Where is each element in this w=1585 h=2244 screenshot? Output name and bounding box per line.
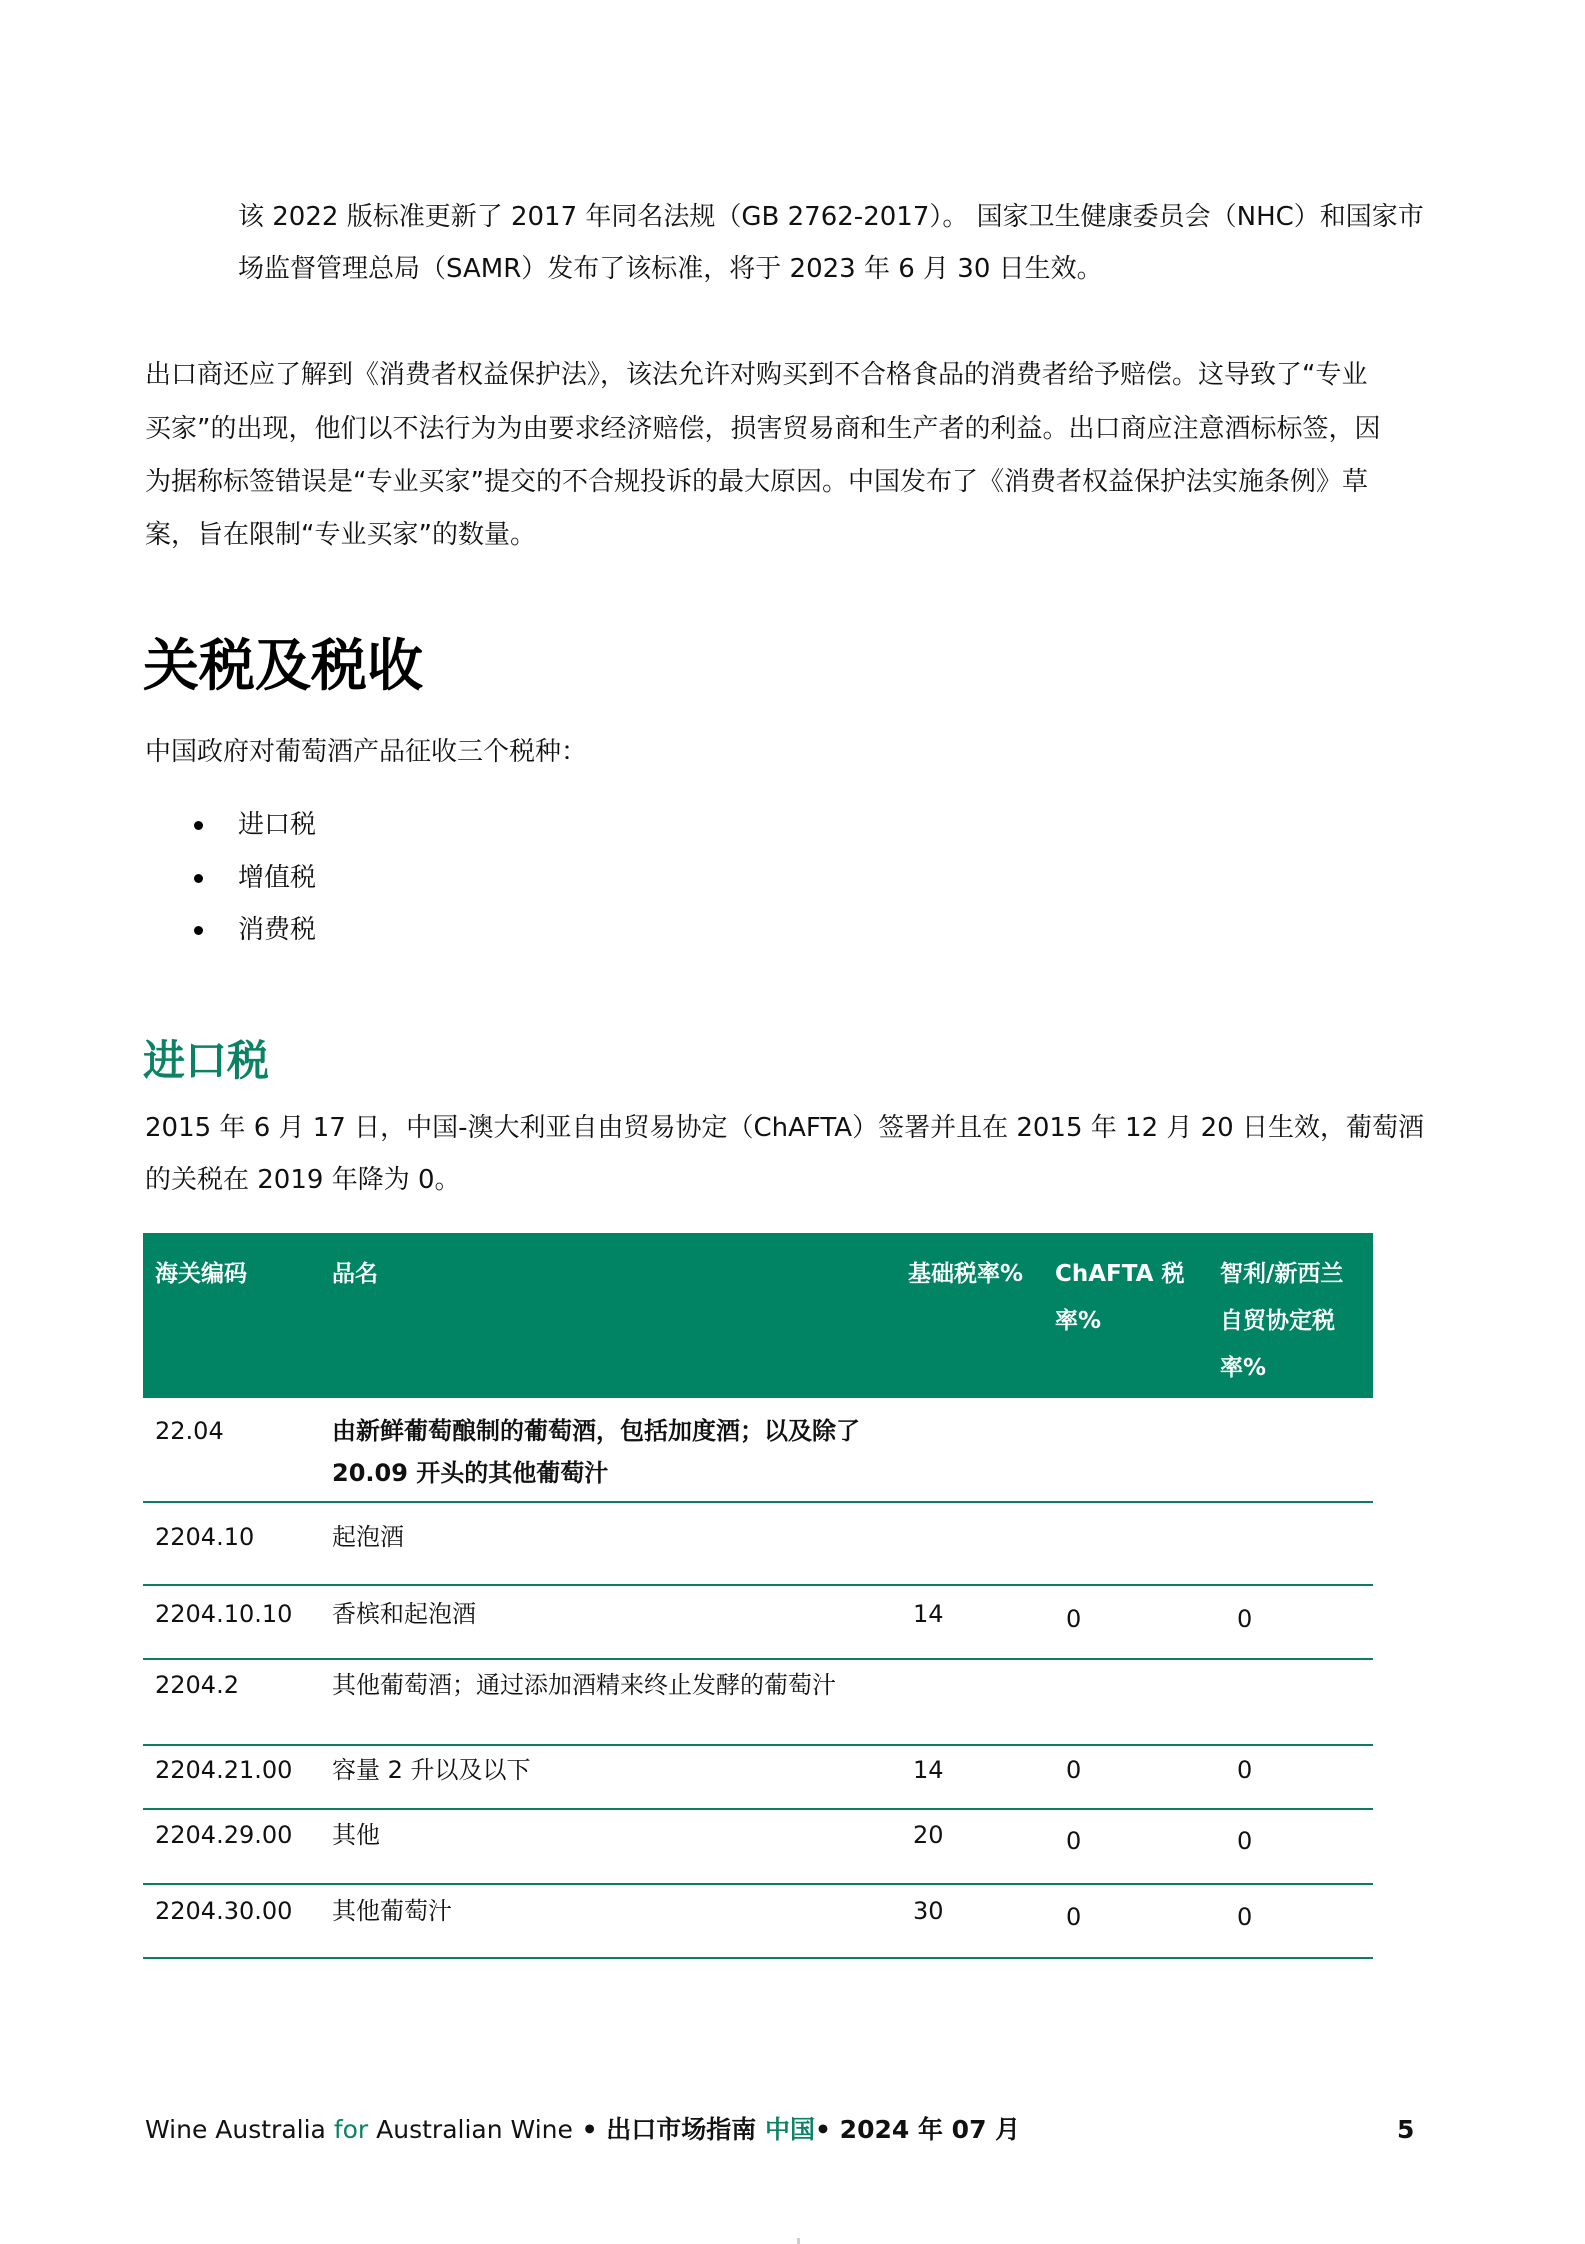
column-header-text: ChAFTA 税 (1055, 1261, 1185, 1287)
bullet-icon (194, 926, 203, 935)
section-heading: 关税及税收 (143, 634, 423, 699)
consumer-paragraph-line-1: 出口商还应了解到《消费者权益保护法》，该法允许对购买到不合格食品的消费者给予赔偿。这导致了“专业 (145, 360, 1368, 390)
footer-guide-title: 出口市场指南 (606, 2115, 765, 2144)
table-row (143, 1810, 1373, 1885)
cell-hs-code: 2204.30.00 (155, 1897, 293, 1925)
footer-separator: • (572, 2115, 607, 2144)
cell-text: 由新鲜葡萄酿制的葡萄酒，包括加度酒；以及除了 (332, 1417, 860, 1445)
consumer-paragraph-line-4: 案，旨在限制“专业买家”的数量。 (145, 520, 536, 550)
cell-hs-code: 2204.2 (155, 1671, 239, 1699)
cell-hs-code: 2204.10 (155, 1523, 255, 1551)
cell-hs-code: 2204.29.00 (155, 1821, 293, 1849)
cell-product-name (332, 1410, 860, 1494)
column-header-hs-code (155, 1251, 247, 1298)
table-row (143, 1660, 1373, 1746)
subsection-paragraph-line-2: 的关税在 2019 年降为 0。 (145, 1165, 461, 1195)
footer-country: 中国 (764, 2115, 815, 2144)
cell-chafta-rate: 0 (1066, 1605, 1082, 1633)
column-header-base-rate (908, 1251, 1023, 1298)
table-row (143, 1398, 1373, 1503)
bullet-item-import-tax: 进口税 (238, 810, 317, 840)
cell-fta-rate: 0 (1237, 1827, 1253, 1855)
cell-product-name: 起泡酒 (332, 1523, 404, 1551)
table-row (143, 1885, 1373, 1959)
subsection-heading: 进口税 (143, 1036, 270, 1085)
cell-product-name: 其他葡萄酒；通过添加酒精来终止发酵的葡萄汁 (332, 1671, 836, 1699)
table-row (143, 1746, 1373, 1810)
footer-brand-for: for (333, 2115, 369, 2144)
column-header-chafta-rate (1055, 1251, 1184, 1345)
table-row (143, 1586, 1373, 1660)
table-row (143, 1503, 1373, 1586)
cell-base-rate: 30 (913, 1897, 944, 1925)
cell-chafta-rate: 0 (1066, 1903, 1082, 1931)
column-header-text: 海关编码 (155, 1261, 247, 1287)
table-header (143, 1233, 1373, 1398)
footer-date: • 2024 年 07 月 (815, 2115, 1021, 2144)
column-header-text: 品名 (332, 1261, 378, 1287)
column-header-text: 基础税率% (908, 1261, 1024, 1287)
subsection-paragraph-line-1: 2015 年 6 月 17 日，中国-澳大利亚自由贸易协定（ChAFTA）签署并且在 2015 年 12 月 20 日生效，葡萄酒 (145, 1113, 1424, 1143)
cell-product-name: 香槟和起泡酒 (332, 1600, 476, 1628)
column-header-text: 智利/新西兰 (1220, 1261, 1344, 1287)
cell-hs-code: 2204.21.00 (155, 1756, 293, 1784)
footer-brand-prefix: Wine Australia (145, 2115, 334, 2144)
column-header-text: 自贸协定税 (1220, 1308, 1335, 1334)
cell-fta-rate: 0 (1237, 1605, 1253, 1633)
cell-base-rate: 14 (913, 1600, 944, 1628)
page-footer (145, 2113, 1020, 2147)
cell-chafta-rate: 0 (1066, 1827, 1082, 1855)
indented-paragraph-line-1: 该 2022 版标准更新了 2017 年同名法规（GB 2762-2017）。 国家卫生健康委员会（NHC）和国家市 (238, 202, 1424, 232)
cell-base-rate: 14 (913, 1756, 944, 1784)
cell-product-name: 其他 (332, 1821, 380, 1849)
cell-hs-code: 2204.10.10 (155, 1600, 293, 1628)
page-number: 5 (1397, 2115, 1415, 2144)
cell-hs-code: 22.04 (155, 1417, 224, 1445)
bullet-item-consumption-tax: 消费税 (238, 915, 317, 945)
cell-product-name: 容量 2 升以及以下 (332, 1756, 531, 1784)
cell-chafta-rate: 0 (1066, 1756, 1082, 1784)
bullet-item-vat: 增值税 (238, 863, 317, 893)
consumer-paragraph-line-2: 买家”的出现，他们以不法行为为由要求经济赔偿，损害贸易商和生产者的利益。出口商应注意酒标标签，因 (145, 414, 1381, 444)
footer-brand-suffix: Australian Wine (368, 2115, 573, 2144)
column-header-text: 率% (1220, 1355, 1267, 1381)
cell-text: 20.09 开头的其他葡萄汁 (332, 1459, 609, 1487)
column-header-chile-nz-fta-rate (1220, 1251, 1343, 1392)
cell-fta-rate: 0 (1237, 1756, 1253, 1784)
section-intro: 中国政府对葡萄酒产品征收三个税种： (145, 737, 588, 767)
consumer-paragraph-line-3: 为据称标签错误是“专业买家”提交的不合规投诉的最大原因。中国发布了《消费者权益保护法实施条例》草 (145, 467, 1368, 497)
bullet-icon (194, 874, 203, 883)
column-header-text: 率% (1055, 1308, 1102, 1334)
column-header-product-name (332, 1251, 378, 1298)
tariff-table (143, 1233, 1373, 1959)
bullet-icon (194, 821, 203, 830)
cell-base-rate: 20 (913, 1821, 944, 1849)
scroll-indicator (797, 2238, 800, 2244)
cell-fta-rate: 0 (1237, 1903, 1253, 1931)
cell-product-name: 其他葡萄汁 (332, 1897, 452, 1925)
indented-paragraph-line-2: 场监督管理总局（SAMR）发布了该标准，将于 2023 年 6 月 30 日生效。 (238, 254, 1103, 284)
